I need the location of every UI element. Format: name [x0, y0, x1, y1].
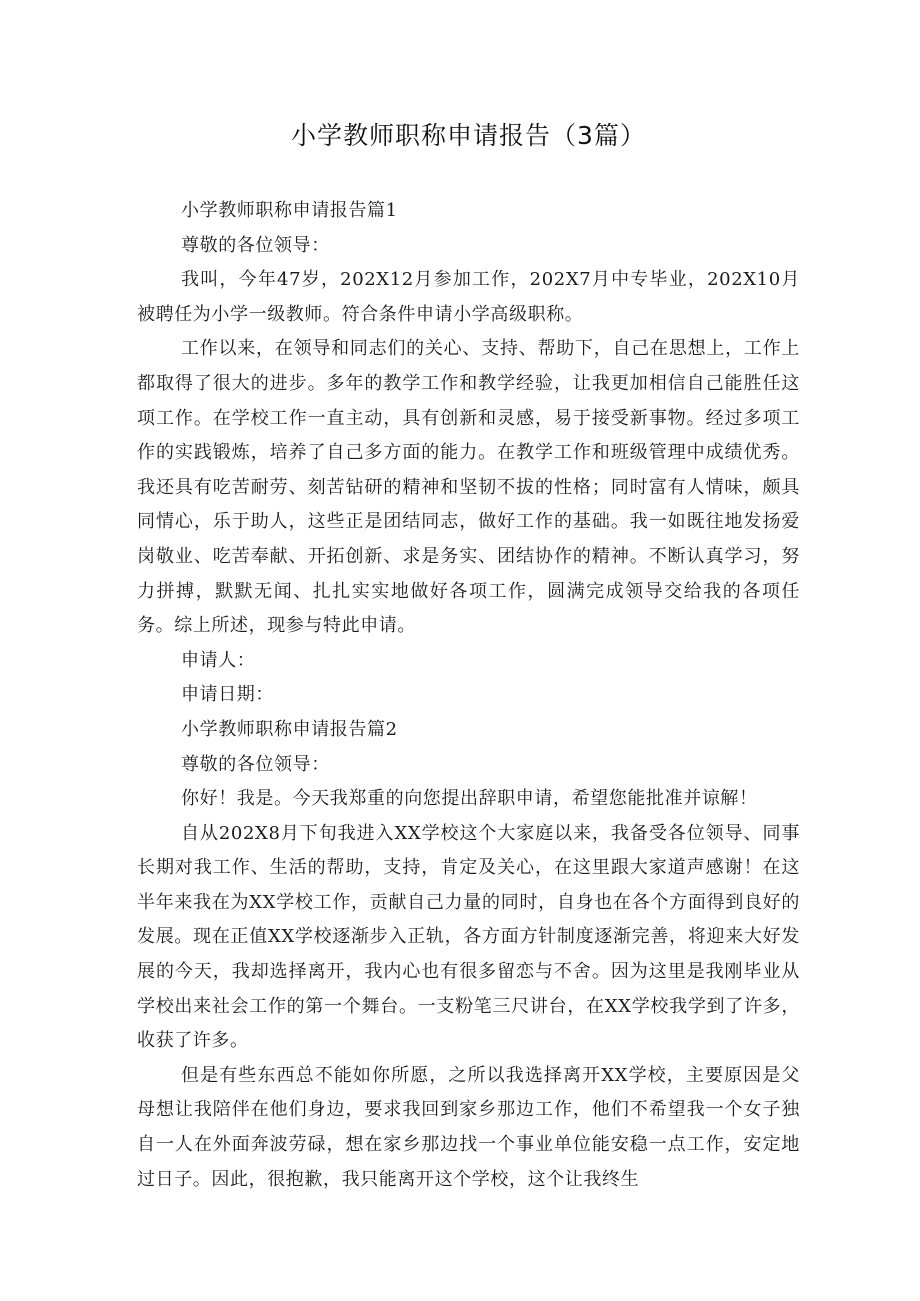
- paragraph-greeting: 你好！我是。今天我郑重的向您提出辞职申请，希望您能批准并谅解！: [181, 788, 758, 810]
- section-heading-2: 小学教师职称申请报告篇2: [181, 718, 398, 740]
- salutation-2: 尊敬的各位领导：: [181, 753, 330, 775]
- paragraph-reason: 但是有些东西总不能如你所愿，之所以我选择离开XX学校，主要原因是父母想让我陪伴在他们身边，要求我回到家乡那边工作，他们不希望我一个女子独自一人在外面奔波劳碌，想在家乡那边找一个事业单位能安稳一点工作，安定地过日子。因此，很抱歉，我只能离开这个学校，这个让我终生: [137, 1064, 800, 1190]
- salutation-1: 尊敬的各位领导：: [181, 234, 330, 256]
- application-date-line: 申请日期：: [181, 684, 274, 706]
- paragraph-work-summary: 工作以来，在领导和同志们的关心、支持、帮助下，自己在思想上，工作上都取得了很大的进步。多年的教学工作和教学经验，让我更加相信自己能胜任这项工作。在学校工作一直主动，具有创新和灵感，易于接受新事物。经过多项工作的实践锻炼，培养了自己多方面的能力。在教学工作和班级管理中成绩优秀。我还具有吃苦耐劳、刻苦钻研的精神和坚韧不拔的性格；同时富有人情味，颇具同情心，乐于助人，这些正是团结同志，做好工作的基础。我一如既往地发扬爱岗敬业、吃苦奉献、开拓创新、求是务实、团结协作的精神。不断认真学习，努力拼搏，默默无闻、扎扎实实地做好各项工作，圆满完成领导交给我的各项任务。综上所述，现参与特此申请。: [137, 338, 800, 637]
- document-body: [137, 194, 800, 1197]
- section-heading-1: 小学教师职称申请报告篇1: [181, 200, 398, 221]
- paragraph-intro: 我叫，今年47岁，202X12月参加工作，202X7月中专毕业，202X10月被聘任为小学一级教师。符合条件申请小学高级职称。: [137, 269, 800, 325]
- paragraph-experience: 自从202X8月下旬我进入XX学校这个大家庭以来，我备受各位领导、同事长期对我工作、生活的帮助，支持，肯定及关心，在这里跟大家道声感谢！在这半年来我在为XX学校工作，贡献自己力量的同时，自身也在各个方面得到良好的发展。现在正值XX学校逐渐步入正轨，各方面方针制度逐渐完善，将迎来大好发展的今天，我却选择离开，我内心也有很多留恋与不舍。因为这里是我刚毕业从学校出来社会工作的第一个舞台。一支粉笔三尺讲台，在XX学校我学到了许多，收获了许多。: [137, 822, 800, 1052]
- document-title: 小学教师职称申请报告（3篇）: [291, 121, 646, 150]
- applicant-line: 申请人：: [181, 649, 256, 671]
